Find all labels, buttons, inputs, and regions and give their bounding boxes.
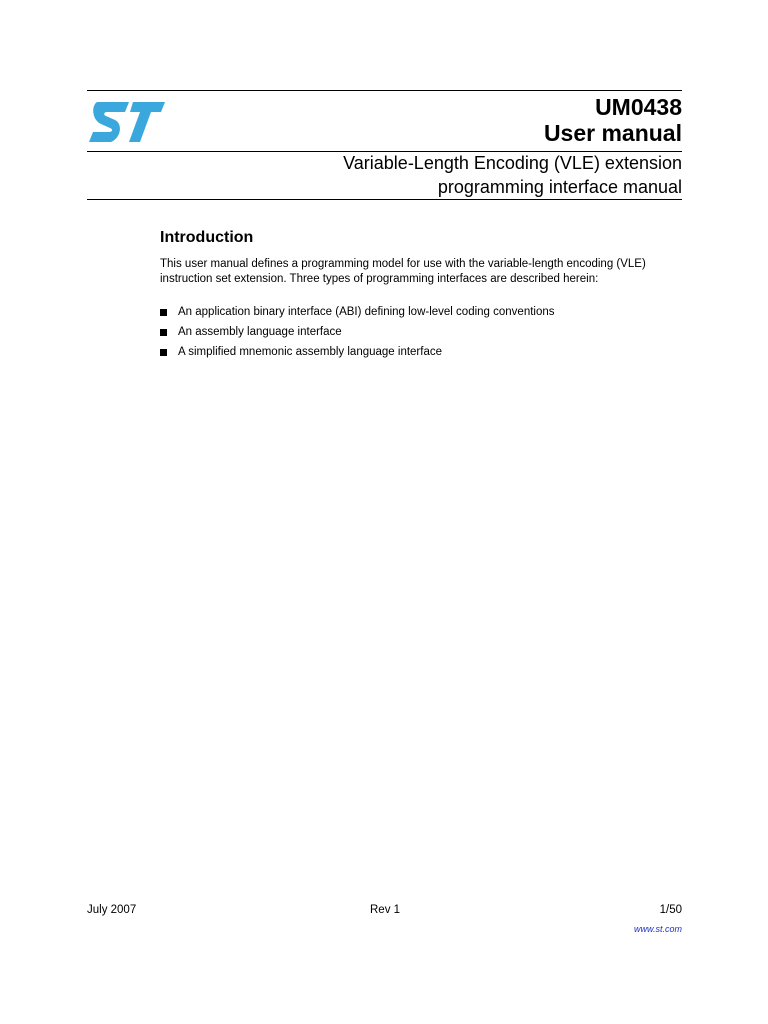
- square-bullet-icon: [160, 309, 167, 316]
- square-bullet-icon: [160, 349, 167, 356]
- footer-revision: Rev 1: [370, 904, 401, 916]
- list-item-text: An assembly language interface: [178, 326, 342, 338]
- introduction-paragraph: This user manual defines a programming model for use with the variable-length encoding (VLE) instruction set extension. Three types of programming interfaces are described herein:: [160, 258, 646, 285]
- list-item-text: An application binary interface (ABI) defining low-level coding conventions: [178, 306, 555, 318]
- subtitle-line-1: Variable-Length Encoding (VLE) extension: [343, 153, 682, 173]
- footer-date: July 2007: [87, 904, 137, 916]
- footer-page-number: 1/50: [659, 904, 682, 916]
- interface-list: [160, 305, 682, 365]
- st-logo-icon: [87, 98, 167, 146]
- subtitle-line-2: programming interface manual: [437, 177, 682, 197]
- header-top-rule: [87, 90, 682, 91]
- document-subtitle: [182, 151, 682, 199]
- list-item: [160, 325, 682, 345]
- square-bullet-icon: [160, 329, 167, 336]
- document-type: User manual: [543, 120, 682, 146]
- footer-website-link[interactable]: www.st.com: [633, 924, 682, 934]
- introduction-heading: Introduction: [160, 229, 254, 246]
- list-item-text: A simplified mnemonic assembly language interface: [178, 346, 442, 358]
- document-number: UM0438: [595, 94, 682, 120]
- header-bottom-rule: [87, 199, 682, 200]
- list-item: [160, 345, 682, 365]
- list-item: [160, 305, 682, 325]
